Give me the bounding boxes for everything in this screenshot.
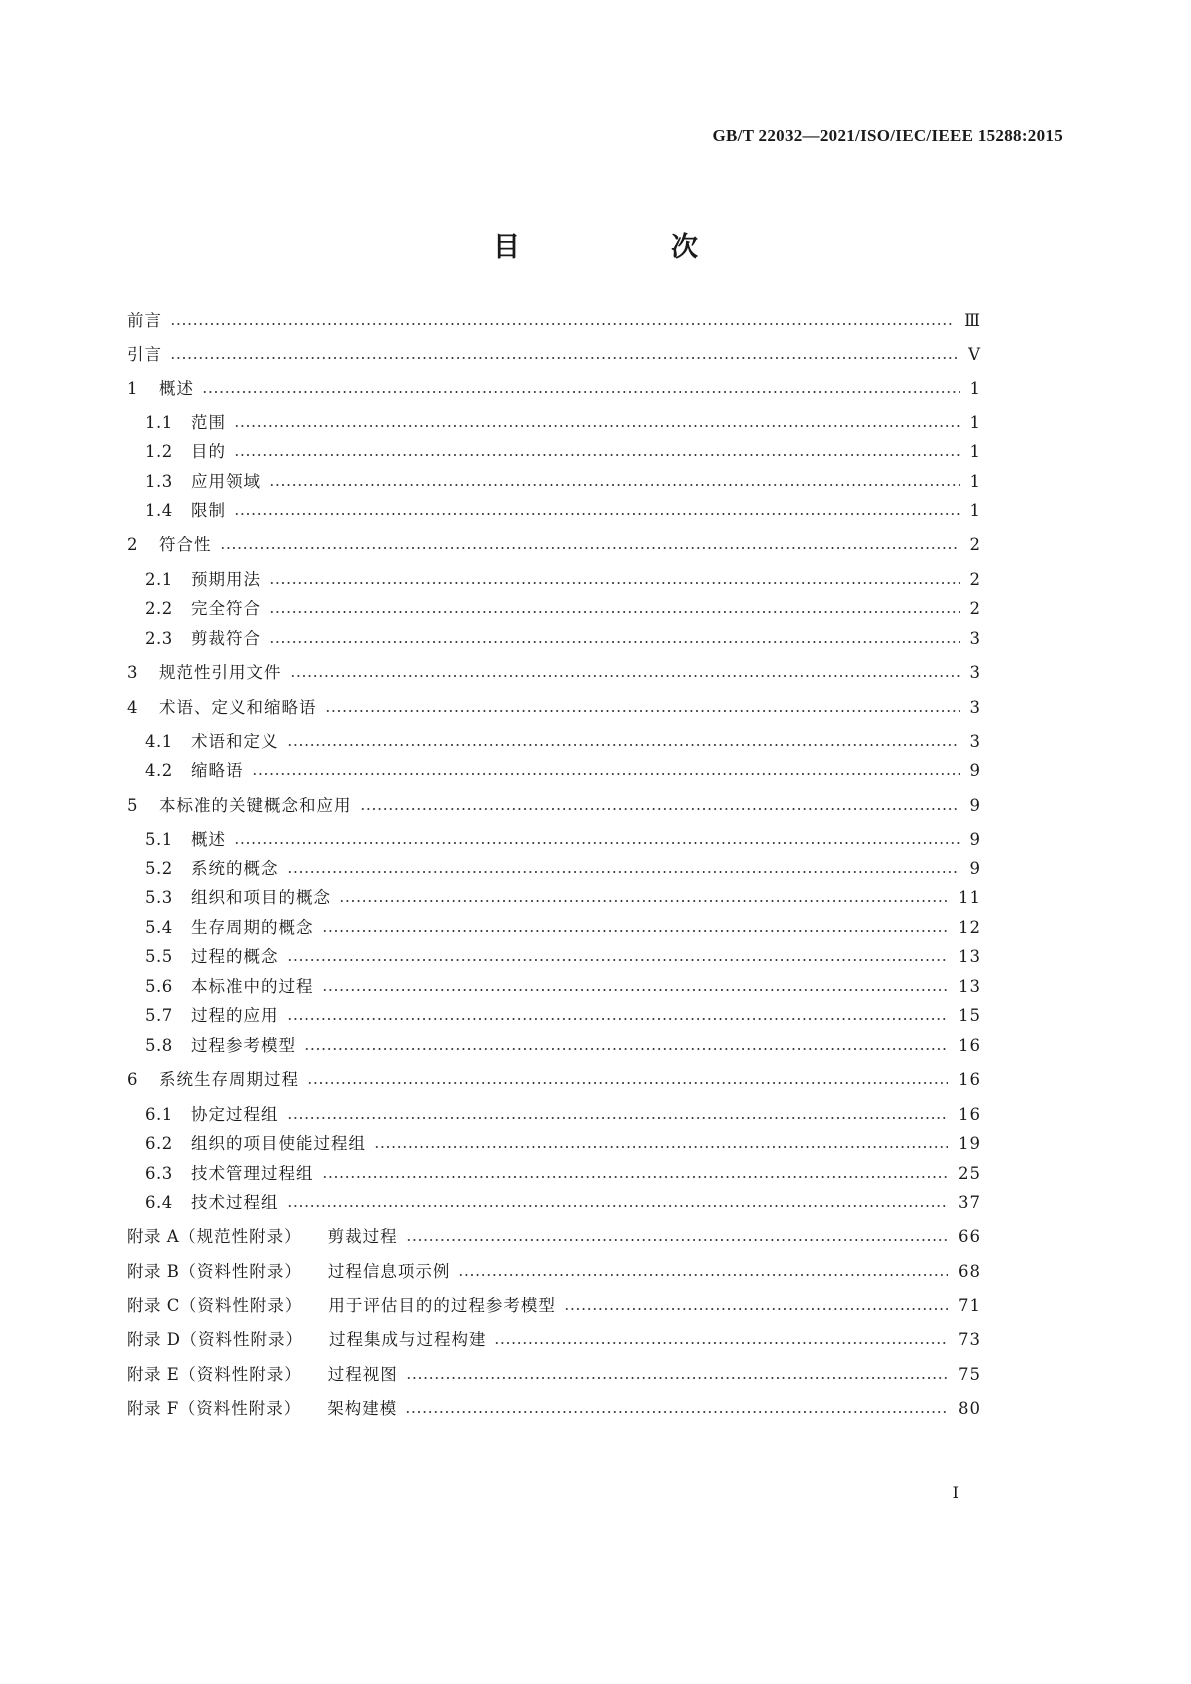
toc-entry-label xyxy=(127,1257,450,1287)
dot-leader xyxy=(322,930,949,932)
section-title: 应用领域 xyxy=(191,472,261,491)
toc-entry-page: 9 xyxy=(969,796,981,815)
dot-leader xyxy=(287,959,949,961)
toc-entry-label xyxy=(145,437,226,467)
dot-leader xyxy=(269,484,960,486)
toc-entry-label xyxy=(145,624,261,654)
dot-leader xyxy=(220,547,960,549)
section-number: 5.2 xyxy=(145,859,173,878)
annex-type: （规范性附录） xyxy=(179,1227,302,1246)
section-title: 过程的概念 xyxy=(191,947,279,966)
section-number: 5.7 xyxy=(145,1006,173,1025)
section-title: 组织和项目的概念 xyxy=(191,888,331,907)
section-title: 完全符合 xyxy=(191,599,261,618)
section-title: 系统生存周期过程 xyxy=(159,1070,299,1089)
section-title: 符合性 xyxy=(159,535,212,554)
dot-leader xyxy=(252,773,960,775)
toc-entry-page: 80 xyxy=(958,1399,981,1418)
annex-number: 附录 C xyxy=(127,1296,180,1315)
section-number: 5.4 xyxy=(145,918,173,937)
toc-entry[interactable] xyxy=(127,1065,981,1095)
toc-entry[interactable] xyxy=(145,1159,981,1189)
toc-entry-page: 13 xyxy=(958,977,981,996)
toc-entry-page: 1 xyxy=(969,379,981,398)
dot-leader xyxy=(287,1117,949,1119)
section-title: 架构建模 xyxy=(327,1399,398,1418)
toc-entry[interactable] xyxy=(145,913,981,943)
section-title: 协定过程组 xyxy=(191,1105,279,1124)
section-number: 6.3 xyxy=(145,1164,173,1183)
section-title: 范围 xyxy=(191,413,226,432)
toc-entry-page: 16 xyxy=(958,1036,981,1055)
toc-entry[interactable] xyxy=(145,825,981,855)
section-number: 5.8 xyxy=(145,1036,173,1055)
toc-entry[interactable] xyxy=(127,530,981,560)
section-title: 目的 xyxy=(191,442,226,461)
toc-entry-label xyxy=(145,942,279,972)
toc-entry[interactable] xyxy=(145,1188,981,1218)
toc-entry-label xyxy=(145,594,261,624)
toc-entry-page: 9 xyxy=(969,830,981,849)
toc-entry-label xyxy=(127,791,352,821)
toc-entry[interactable] xyxy=(127,1360,981,1390)
toc-entry-label xyxy=(127,1394,397,1424)
section-number: 1.3 xyxy=(145,472,173,491)
annex-number: 附录 E xyxy=(127,1365,180,1384)
dot-leader xyxy=(287,1018,949,1020)
toc-entry-label xyxy=(145,1031,296,1061)
page-number: Ⅰ xyxy=(952,1485,959,1502)
dot-leader xyxy=(322,989,949,991)
toc-entry-page: 19 xyxy=(958,1134,981,1153)
section-number: 6 xyxy=(127,1070,138,1089)
toc-entry-page: 66 xyxy=(958,1227,981,1246)
section-title: 术语、定义和缩略语 xyxy=(159,698,317,717)
section-title: 技术管理过程组 xyxy=(191,1164,314,1183)
toc-entry-page: 1 xyxy=(969,413,981,432)
toc-entry-page: 37 xyxy=(958,1193,981,1212)
dot-leader xyxy=(360,808,960,810)
section-number: 2 xyxy=(127,535,138,554)
section-title: 过程集成与过程构建 xyxy=(328,1330,487,1349)
dot-leader xyxy=(458,1274,948,1276)
dot-leader xyxy=(406,1239,948,1241)
annex-type: （资料性附录） xyxy=(178,1399,302,1418)
dot-leader xyxy=(269,582,960,584)
section-title: 前言 xyxy=(127,311,162,330)
toc-entry-label xyxy=(145,1100,279,1130)
dot-leader xyxy=(202,391,960,393)
toc-entry-label xyxy=(145,972,314,1002)
section-number: 4.2 xyxy=(145,761,173,780)
toc-entry[interactable] xyxy=(127,340,981,370)
section-title: 过程视图 xyxy=(327,1365,398,1384)
section-title: 缩略语 xyxy=(191,761,244,780)
section-number: 6.1 xyxy=(145,1105,173,1124)
toc-entry[interactable] xyxy=(145,756,981,786)
toc-entry-page: 25 xyxy=(958,1164,981,1183)
dot-leader xyxy=(325,710,960,712)
toc-entry-page: 11 xyxy=(958,888,981,907)
toc-entry-label xyxy=(145,1188,279,1218)
section-number: 6.2 xyxy=(145,1134,173,1153)
dot-leader xyxy=(304,1048,948,1050)
toc-entry-page: 1 xyxy=(969,442,981,461)
section-number: 5 xyxy=(127,796,138,815)
dot-leader xyxy=(234,454,960,456)
toc-entry[interactable] xyxy=(127,658,981,688)
dot-leader xyxy=(322,1176,949,1178)
toc-entry-label xyxy=(145,565,261,595)
section-title: 剪裁过程 xyxy=(327,1227,398,1246)
toc-entry-page: 1 xyxy=(969,472,981,491)
toc-entry[interactable] xyxy=(145,942,981,972)
toc-entry[interactable] xyxy=(127,1394,981,1424)
annex-number: 附录 A xyxy=(127,1227,180,1246)
section-title: 技术过程组 xyxy=(191,1193,279,1212)
standard-code: GB/T 22032—2021/ISO/IEC/IEEE 15288:2015 xyxy=(712,126,1063,145)
annex-type: （资料性附录） xyxy=(179,1262,302,1281)
page-title: 目 次 xyxy=(493,232,760,263)
section-title: 过程信息项示例 xyxy=(327,1262,451,1281)
toc-entry-page: 3 xyxy=(969,698,981,717)
dot-leader xyxy=(405,1411,948,1413)
toc-entry-label xyxy=(127,374,194,404)
toc-entry-label xyxy=(145,408,226,438)
toc-entry-label xyxy=(145,727,279,757)
toc-entry-page: Ⅲ xyxy=(964,311,981,330)
section-number: 1.1 xyxy=(145,413,173,432)
toc-entry-page: 3 xyxy=(969,663,981,682)
section-number: 5.5 xyxy=(145,947,173,966)
section-number: 3 xyxy=(127,663,138,682)
toc-entry-label xyxy=(127,306,162,336)
toc-entry[interactable] xyxy=(145,1031,981,1061)
section-number: 4.1 xyxy=(145,732,173,751)
toc-entry-page: 2 xyxy=(969,599,981,618)
section-number: 2.3 xyxy=(145,629,173,648)
toc-entry-page: 71 xyxy=(958,1296,981,1315)
toc-entry[interactable] xyxy=(145,1129,981,1159)
section-title: 组织的项目使能过程组 xyxy=(191,1134,366,1153)
toc-entry-label xyxy=(127,1065,299,1095)
toc-entry-page: 16 xyxy=(958,1105,981,1124)
dot-leader xyxy=(269,611,960,613)
dot-leader xyxy=(494,1342,948,1344)
section-title: 引言 xyxy=(127,345,162,364)
section-title: 预期用法 xyxy=(191,570,261,589)
section-number: 5.1 xyxy=(145,830,173,849)
annex-type: （资料性附录） xyxy=(179,1365,302,1384)
section-title: 规范性引用文件 xyxy=(159,663,282,682)
section-title: 系统的概念 xyxy=(191,859,279,878)
toc-entry-page: 15 xyxy=(958,1006,981,1025)
toc-entry[interactable] xyxy=(145,467,981,497)
dot-leader xyxy=(290,675,960,677)
section-title: 生存周期的概念 xyxy=(191,918,314,937)
toc-entry-page: 9 xyxy=(969,761,981,780)
toc-entry[interactable] xyxy=(127,693,981,723)
section-number: 2.1 xyxy=(145,570,173,589)
section-title: 本标准中的过程 xyxy=(191,977,314,996)
toc-entry-label xyxy=(127,530,212,560)
toc-entry-page: 12 xyxy=(958,918,981,937)
dot-leader xyxy=(269,641,960,643)
section-title: 本标准的关键概念和应用 xyxy=(159,796,352,815)
toc-entry-page: 2 xyxy=(969,570,981,589)
dot-leader xyxy=(287,1205,949,1207)
dot-leader xyxy=(307,1082,948,1084)
toc-entry[interactable] xyxy=(127,1291,981,1321)
toc-entry-label xyxy=(127,1222,398,1252)
dot-leader xyxy=(406,1377,948,1379)
toc-entry-page: Ⅴ xyxy=(968,345,981,364)
toc-entry[interactable] xyxy=(145,624,981,654)
toc-entry-label xyxy=(145,1001,279,1031)
toc-entry-label xyxy=(145,467,261,497)
section-number: 5.3 xyxy=(145,888,173,907)
section-title: 概述 xyxy=(191,830,226,849)
annex-number: 附录 B xyxy=(127,1262,180,1281)
toc-entry-label xyxy=(127,340,162,370)
toc-entry[interactable] xyxy=(145,496,981,526)
toc-entry[interactable] xyxy=(145,883,981,913)
toc-entry-label xyxy=(127,1325,486,1355)
toc-entry[interactable] xyxy=(145,972,981,1002)
toc-entry[interactable] xyxy=(145,408,981,438)
toc-entry-label xyxy=(145,756,244,786)
toc-entry[interactable] xyxy=(127,791,981,821)
section-title: 过程的应用 xyxy=(191,1006,279,1025)
section-number: 2.2 xyxy=(145,599,173,618)
section-title: 剪裁符合 xyxy=(191,629,261,648)
toc-entry[interactable] xyxy=(145,1100,981,1130)
section-number: 1 xyxy=(127,379,138,398)
toc-entry-page: 16 xyxy=(958,1070,981,1089)
section-number: 4 xyxy=(127,698,138,717)
toc-entry-label xyxy=(127,1360,398,1390)
dot-leader xyxy=(287,744,960,746)
toc-entry-page: 3 xyxy=(969,629,981,648)
toc-entry-label xyxy=(145,825,226,855)
toc-entry[interactable] xyxy=(127,1222,981,1252)
annex-number: 附录 F xyxy=(127,1399,179,1418)
section-number: 1.2 xyxy=(145,442,173,461)
dot-leader xyxy=(234,842,960,844)
toc-entry[interactable] xyxy=(145,565,981,595)
toc-entry-label xyxy=(145,1129,366,1159)
toc-entry-label xyxy=(127,658,282,688)
section-title: 概述 xyxy=(159,379,194,398)
toc-entry[interactable] xyxy=(145,854,981,884)
annex-type: （资料性附录） xyxy=(179,1296,303,1315)
dot-leader xyxy=(564,1308,948,1310)
toc-entry-label xyxy=(145,1159,314,1189)
toc-entry-label xyxy=(145,854,279,884)
toc-entry-page: 75 xyxy=(958,1365,981,1384)
section-number: 5.6 xyxy=(145,977,173,996)
section-number: 1.4 xyxy=(145,501,173,520)
toc-entry[interactable] xyxy=(127,1325,981,1355)
section-title: 限制 xyxy=(191,501,226,520)
toc-entry-page: 3 xyxy=(969,732,981,751)
dot-leader xyxy=(339,900,948,902)
dot-leader xyxy=(374,1146,948,1148)
section-title: 术语和定义 xyxy=(191,732,279,751)
toc-entry[interactable] xyxy=(127,306,981,336)
dot-leader xyxy=(234,513,960,515)
toc-entry-label xyxy=(127,1291,556,1321)
toc-entry-page: 68 xyxy=(958,1262,981,1281)
section-title: 用于评估目的的过程参考模型 xyxy=(328,1296,556,1315)
toc-entry[interactable] xyxy=(145,727,981,757)
toc-entry[interactable] xyxy=(127,1257,981,1287)
toc-entry-page: 1 xyxy=(969,501,981,520)
toc-entry-label xyxy=(145,913,314,943)
dot-leader xyxy=(170,357,958,359)
annex-number: 附录 D xyxy=(127,1330,181,1349)
dot-leader xyxy=(234,425,960,427)
toc-entry[interactable] xyxy=(145,437,981,467)
annex-type: （资料性附录） xyxy=(180,1330,303,1349)
dot-leader xyxy=(170,323,954,325)
section-number: 6.4 xyxy=(145,1193,173,1212)
toc-entry-page: 2 xyxy=(969,535,981,554)
toc-entry[interactable] xyxy=(145,1001,981,1031)
toc-entry[interactable] xyxy=(127,374,981,404)
toc-entry-page: 13 xyxy=(958,947,981,966)
toc-entry-label xyxy=(145,883,331,913)
toc-entry-label xyxy=(145,496,226,526)
toc-entry-label xyxy=(127,693,317,723)
dot-leader xyxy=(287,871,960,873)
toc-entry-page: 73 xyxy=(958,1330,981,1349)
toc-entry-page: 9 xyxy=(969,859,981,878)
toc-entry[interactable] xyxy=(145,594,981,624)
section-title: 过程参考模型 xyxy=(191,1036,296,1055)
